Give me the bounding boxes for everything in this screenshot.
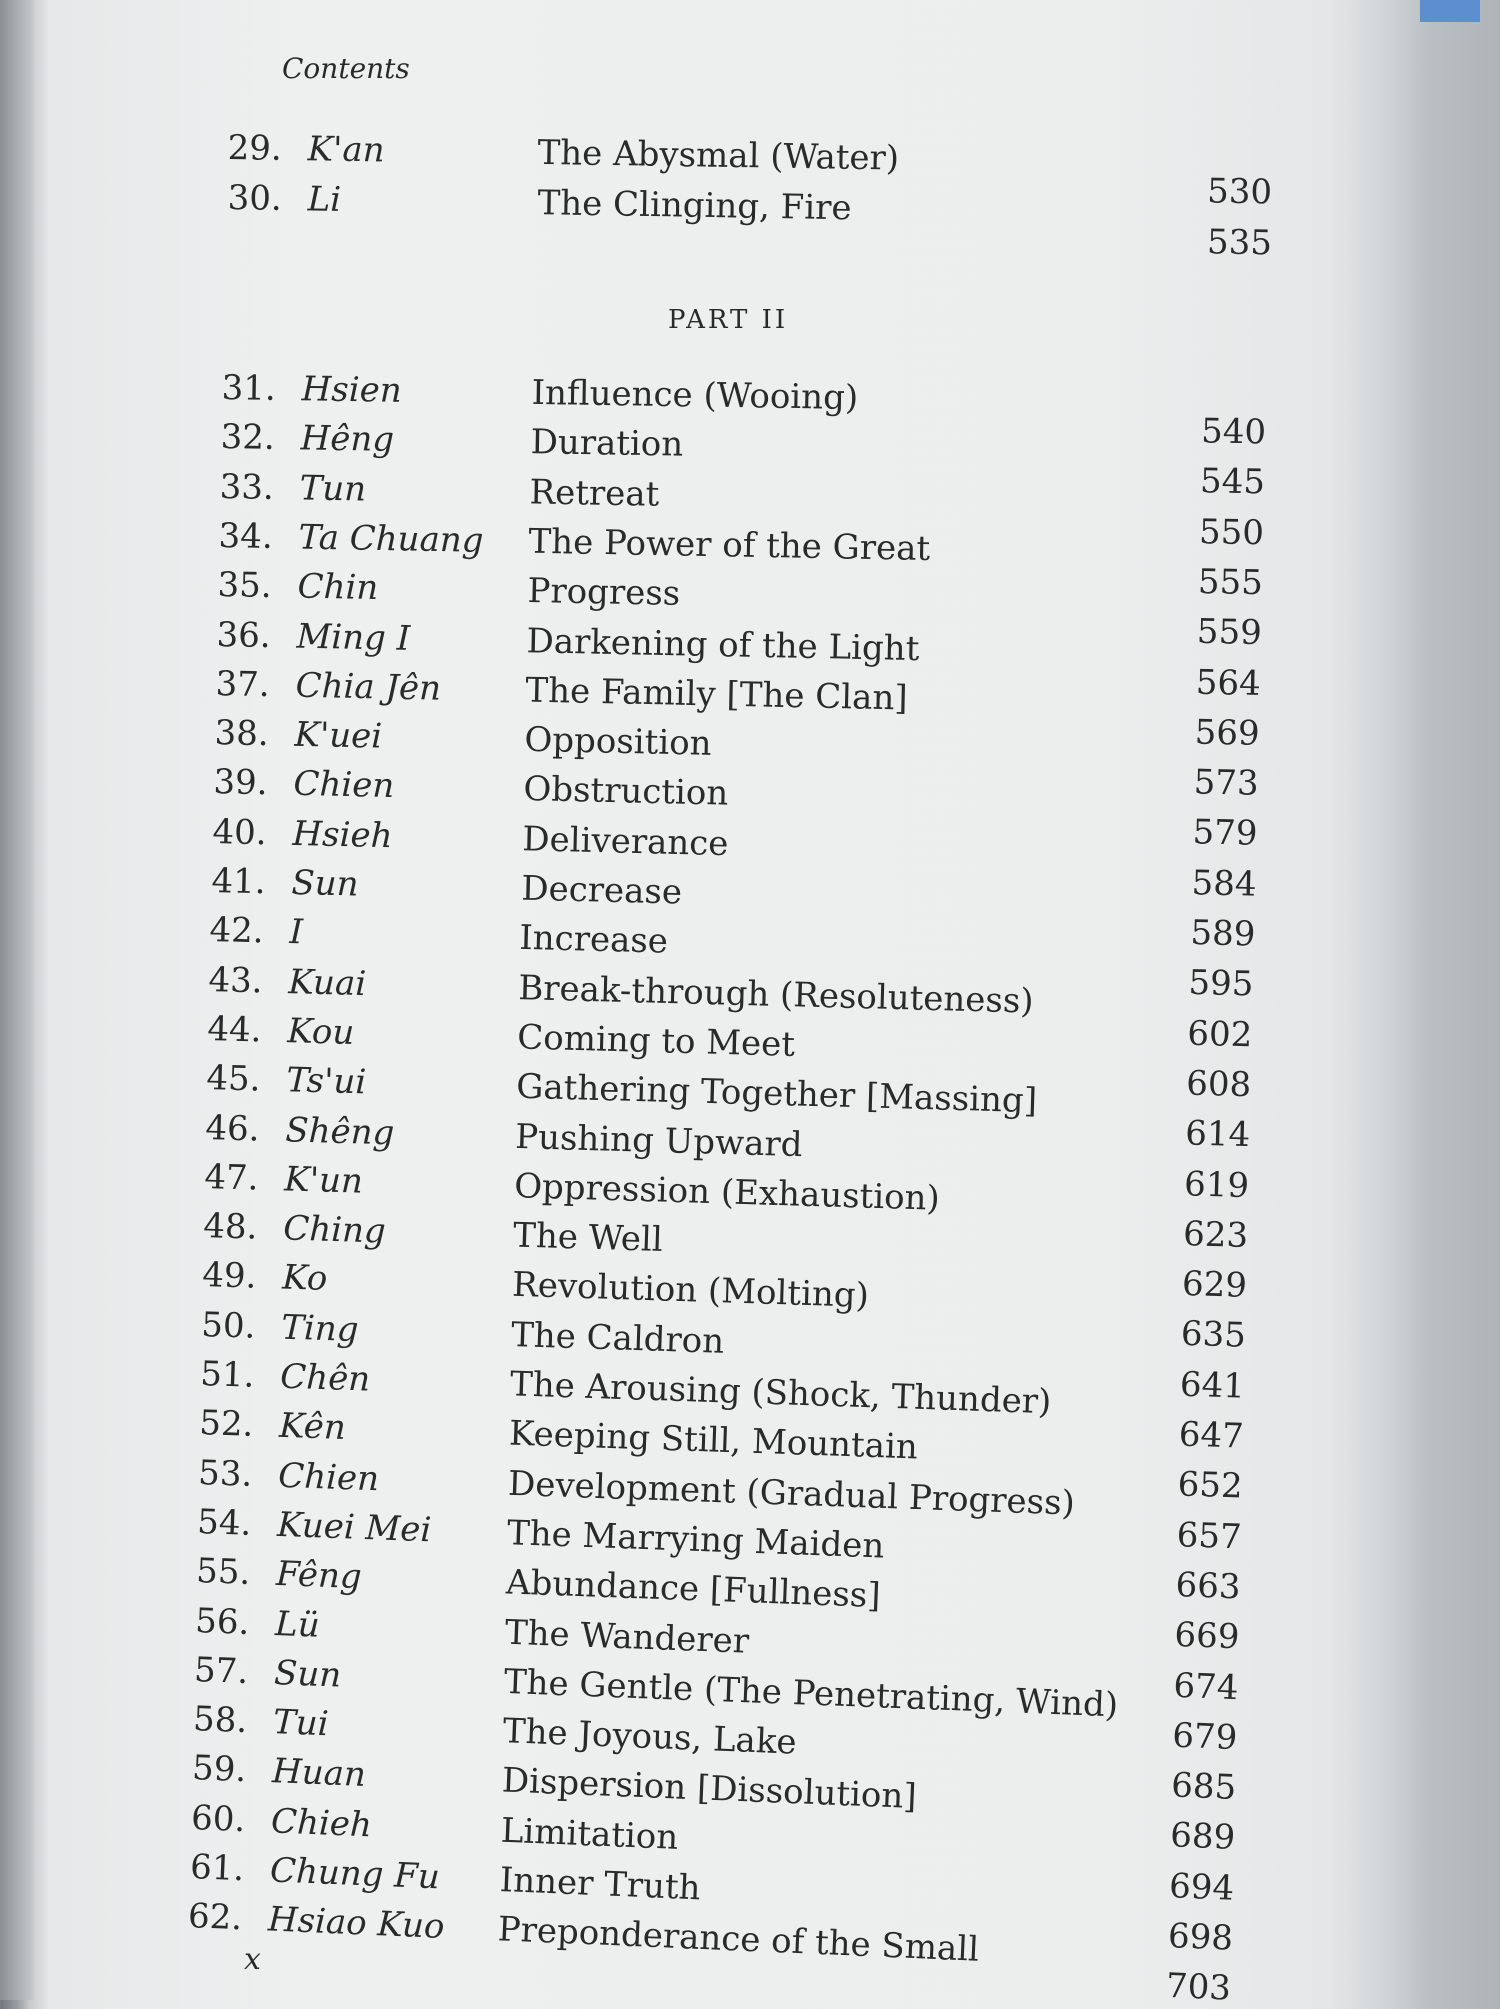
hexagram-title: Development (Gradual Progress) bbox=[507, 1463, 1076, 1524]
page-number: 550 bbox=[1198, 511, 1265, 553]
entry-number: 34. bbox=[218, 515, 273, 557]
hexagram-title: The Joyous, Lake bbox=[501, 1711, 798, 1763]
entry-number: 55. bbox=[195, 1551, 251, 1594]
hexagram-title: Coming to Meet bbox=[517, 1017, 796, 1065]
hexagram-name: Ming I bbox=[295, 616, 411, 659]
hexagram-title: Retreat bbox=[529, 472, 660, 515]
hexagram-name: Kuei Mei bbox=[276, 1504, 432, 1551]
entry-number: 53. bbox=[197, 1452, 253, 1495]
page-number: 584 bbox=[1190, 862, 1257, 905]
entry-number: 40. bbox=[211, 811, 267, 853]
hexagram-name: K'an bbox=[307, 129, 385, 171]
hexagram-title: Pushing Upward bbox=[514, 1116, 804, 1165]
hexagram-name: Hêng bbox=[300, 418, 395, 461]
hexagram-title: The Well bbox=[512, 1215, 664, 1261]
hexagram-name: K'un bbox=[283, 1159, 364, 1202]
hexagram-title: Break-through (Resoluteness) bbox=[518, 967, 1035, 1022]
hexagram-title: Opposition bbox=[523, 719, 712, 764]
page-number: 614 bbox=[1185, 1113, 1252, 1156]
page-number: 573 bbox=[1192, 762, 1259, 804]
hexagram-title: Decrease bbox=[520, 868, 683, 913]
entry-number: 61. bbox=[188, 1847, 245, 1890]
hexagram-name: Sun bbox=[290, 862, 359, 905]
hexagram-title: The Marrying Maiden bbox=[506, 1512, 885, 1567]
page-number: 694 bbox=[1167, 1865, 1235, 1909]
page-number: 629 bbox=[1181, 1264, 1248, 1306]
page-number: 652 bbox=[1177, 1464, 1244, 1507]
entry-number: 43. bbox=[208, 959, 264, 1001]
entry-number: 49. bbox=[201, 1255, 258, 1298]
page-number: 569 bbox=[1194, 712, 1260, 754]
hexagram-title: Darkening of the Light bbox=[525, 620, 920, 669]
hexagram-title: Influence (Wooing) bbox=[531, 372, 859, 418]
hexagram-title: Inner Truth bbox=[498, 1859, 701, 1909]
hexagram-title: The Gentle (The Penetrating, Wind) bbox=[502, 1661, 1119, 1726]
entry-number: 36. bbox=[215, 614, 271, 656]
page-number: 589 bbox=[1189, 912, 1256, 955]
hexagram-name: Ching bbox=[282, 1208, 387, 1252]
page-number: 579 bbox=[1191, 812, 1258, 855]
hexagram-title: The Caldron bbox=[510, 1314, 725, 1362]
hexagram-name: Kên bbox=[278, 1406, 347, 1449]
page-number: 635 bbox=[1180, 1314, 1247, 1357]
part-heading: PART II bbox=[668, 305, 789, 335]
hexagram-name: Ta Chuang bbox=[298, 517, 484, 561]
hexagram-title: Obstruction bbox=[522, 769, 729, 815]
entry-number: 39. bbox=[212, 762, 268, 804]
hexagram-title: Deliverance bbox=[521, 818, 729, 864]
entry-number: 58. bbox=[192, 1699, 248, 1742]
page-number: 535 bbox=[1206, 222, 1272, 264]
page-number: 657 bbox=[1175, 1514, 1243, 1558]
entry-number: 48. bbox=[202, 1206, 259, 1248]
hexagram-title: The Arousing (Shock, Thunder) bbox=[509, 1364, 1052, 1423]
entry-number: 30. bbox=[226, 178, 282, 219]
entry-number: 37. bbox=[214, 663, 270, 705]
page-number: 623 bbox=[1182, 1213, 1249, 1256]
hexagram-title: The Wanderer bbox=[504, 1612, 750, 1662]
hexagram-title: Revolution (Molting) bbox=[511, 1265, 870, 1317]
hexagram-title: Limitation bbox=[499, 1810, 679, 1858]
page-number: 663 bbox=[1174, 1564, 1242, 1608]
entry-number: 35. bbox=[217, 565, 272, 607]
hexagram-name: Chien bbox=[277, 1455, 380, 1499]
hexagram-title: The Family [The Clan] bbox=[524, 670, 908, 719]
entry-number: 41. bbox=[210, 861, 266, 903]
page-number: 698 bbox=[1166, 1916, 1234, 1959]
page-number: 595 bbox=[1188, 963, 1255, 1005]
hexagram-name: Chin bbox=[297, 566, 379, 609]
entry-number: 29. bbox=[227, 128, 283, 169]
hexagram-name: Ting bbox=[280, 1307, 360, 1350]
page-number: 608 bbox=[1186, 1063, 1253, 1106]
entry-number: 31. bbox=[221, 368, 277, 409]
hexagram-name: Chia Jên bbox=[294, 665, 442, 709]
page-number: 559 bbox=[1196, 611, 1262, 654]
page-number: 669 bbox=[1173, 1615, 1240, 1658]
hexagram-title: Increase bbox=[519, 918, 669, 962]
hexagram-name: Fêng bbox=[275, 1554, 363, 1598]
entry-number: 47. bbox=[204, 1156, 260, 1199]
hexagram-title: The Abysmal (Water) bbox=[537, 132, 900, 179]
hexagram-name: Hsiao Kuo bbox=[267, 1899, 446, 1948]
entry-number: 44. bbox=[207, 1008, 263, 1051]
hexagram-title: Progress bbox=[526, 571, 681, 615]
page-number: 530 bbox=[1206, 171, 1273, 213]
hexagram-title: Gathering Together [Massing] bbox=[516, 1066, 1038, 1122]
entry-number: 60. bbox=[189, 1797, 246, 1840]
page-number: 619 bbox=[1183, 1163, 1250, 1206]
page-number: 703 bbox=[1165, 1966, 1233, 2009]
hexagram-name: Chien bbox=[292, 764, 395, 807]
hexagram-name: K'uei bbox=[293, 714, 383, 757]
page-number: 641 bbox=[1179, 1364, 1246, 1407]
hexagram-name: I bbox=[289, 912, 304, 953]
running-header: Contents bbox=[282, 52, 410, 85]
hexagram-title: The Power of the Great bbox=[528, 521, 931, 569]
page-number: 647 bbox=[1178, 1414, 1245, 1457]
hexagram-name: Kou bbox=[287, 1011, 356, 1053]
hexagram-name: Chieh bbox=[269, 1800, 373, 1846]
hexagram-name: Lü bbox=[274, 1603, 321, 1646]
entry-number: 56. bbox=[194, 1600, 250, 1643]
entry-number: 45. bbox=[206, 1058, 262, 1100]
hexagram-name: Li bbox=[306, 179, 341, 220]
entry-number: 32. bbox=[220, 417, 276, 459]
hexagram-name: Huan bbox=[270, 1751, 367, 1796]
entry-number: 51. bbox=[199, 1354, 256, 1396]
hexagram-name: Chên bbox=[279, 1356, 371, 1400]
hexagram-name: Ts'ui bbox=[286, 1060, 368, 1103]
entry-number: 50. bbox=[200, 1304, 257, 1347]
entry-number: 62. bbox=[187, 1896, 244, 1939]
page-number: 679 bbox=[1171, 1715, 1238, 1758]
page-number: 602 bbox=[1187, 1013, 1254, 1055]
entry-number: 38. bbox=[213, 713, 269, 755]
page-number: 545 bbox=[1199, 461, 1266, 503]
hexagram-name: Tui bbox=[272, 1702, 329, 1745]
page-number: 674 bbox=[1172, 1665, 1239, 1708]
entry-number: 57. bbox=[193, 1649, 249, 1692]
hexagram-title: Dispersion [Dissolution] bbox=[500, 1760, 917, 1818]
entry-number: 42. bbox=[209, 910, 265, 952]
hexagram-title: Preponderance of the Small bbox=[497, 1909, 981, 1971]
page-number: 689 bbox=[1169, 1815, 1236, 1859]
hexagram-name: Chung Fu bbox=[268, 1850, 441, 1898]
page-number: 540 bbox=[1200, 411, 1267, 453]
entry-number: 54. bbox=[196, 1501, 252, 1544]
page-number: 555 bbox=[1197, 561, 1264, 604]
hexagram-name: Ko bbox=[281, 1257, 329, 1300]
hexagram-title: Keeping Still, Mountain bbox=[508, 1413, 919, 1468]
hexagram-name: Hsieh bbox=[291, 813, 393, 856]
hexagram-name: Hsien bbox=[301, 369, 402, 411]
hexagram-name: Kuai bbox=[288, 961, 368, 1004]
hexagram-title: Oppression (Exhaustion) bbox=[513, 1165, 941, 1219]
hexagram-title: The Clinging, Fire bbox=[536, 183, 852, 229]
entry-number: 33. bbox=[219, 466, 274, 508]
hexagram-name: Sun bbox=[273, 1652, 342, 1696]
page-folio: x bbox=[244, 1942, 261, 1977]
page-number: 685 bbox=[1170, 1765, 1237, 1809]
entry-number: 52. bbox=[198, 1403, 254, 1446]
hexagram-title: Abundance [Fullness] bbox=[505, 1562, 882, 1617]
hexagram-name: Shêng bbox=[285, 1109, 396, 1153]
hexagram-title: Duration bbox=[530, 422, 684, 465]
entry-number: 59. bbox=[190, 1748, 247, 1791]
hexagram-name: Tun bbox=[299, 467, 367, 510]
page-number: 564 bbox=[1195, 662, 1261, 704]
entry-number: 46. bbox=[205, 1107, 261, 1150]
